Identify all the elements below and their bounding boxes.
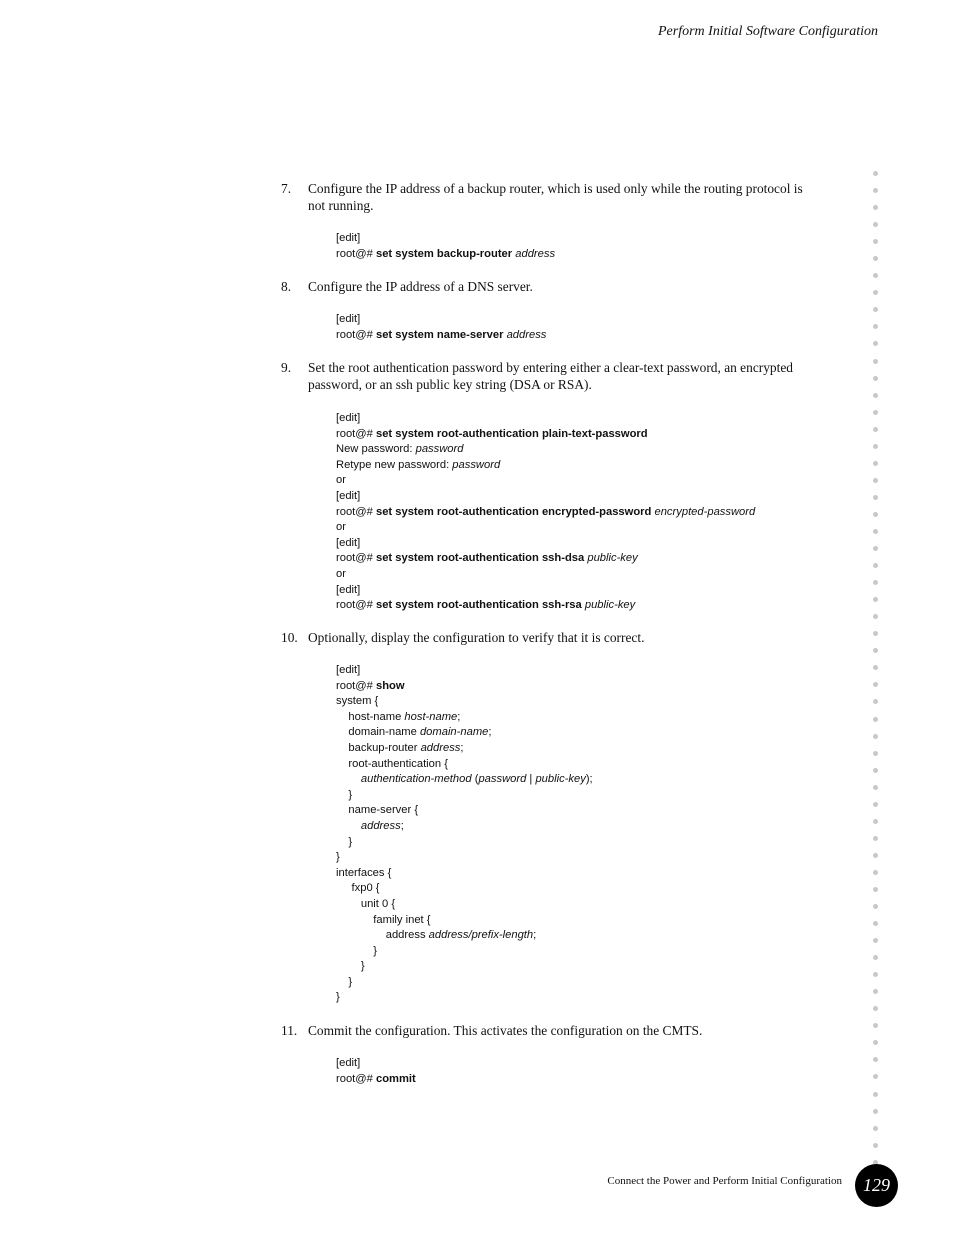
code-line [336, 427, 755, 443]
code-text: [edit] [336, 489, 361, 502]
step-number: 9. [281, 360, 292, 375]
step-7 [281, 180, 811, 214]
code-text: [edit] [336, 664, 361, 676]
code-text: } [336, 944, 378, 957]
code-text: host-name [336, 710, 405, 723]
code-line [336, 694, 593, 710]
margin-dot [873, 768, 878, 773]
margin-dot [873, 819, 878, 824]
code-text: } [336, 960, 365, 973]
step-text: Commit the configuration. This activates the configuration on the CMTS. [308, 1023, 703, 1038]
placeholder-text: address [515, 247, 556, 260]
code-line [336, 551, 755, 567]
code-text [336, 820, 361, 832]
code-line [336, 835, 593, 851]
code-line [336, 897, 593, 913]
placeholder-text: address [360, 819, 401, 832]
margin-dot [873, 1074, 878, 1079]
placeholder-text: public-key [535, 773, 586, 786]
code-line [336, 247, 555, 263]
margin-dot [873, 734, 878, 739]
code-line [336, 598, 755, 614]
margin-dot [873, 1006, 878, 1011]
code-line [336, 866, 593, 882]
step-8 [281, 278, 811, 295]
placeholder-text: password [452, 458, 501, 471]
placeholder-text: password [478, 773, 527, 786]
margin-dot [873, 461, 878, 466]
placeholder-text: authentication-method [360, 773, 472, 786]
margin-dot [873, 393, 878, 398]
code-text: [edit] [336, 313, 361, 325]
code-text: fxp0 { [336, 882, 380, 895]
code-line [336, 583, 755, 599]
margin-dot [873, 1023, 878, 1028]
code-line [336, 505, 755, 521]
code-block [336, 1056, 416, 1087]
margin-dot [873, 717, 878, 722]
code-text: } [336, 788, 353, 801]
placeholder-text: public-key [587, 552, 638, 565]
code-text: or [336, 474, 346, 487]
code-line [336, 489, 755, 505]
code-text: ; [488, 726, 492, 739]
margin-dot [873, 904, 878, 909]
code-line [336, 944, 593, 960]
running-header: Perform Initial Software Configuration [658, 24, 878, 39]
code-line [336, 913, 593, 929]
code-block [336, 663, 593, 1006]
code-line [336, 975, 593, 991]
code-line [336, 850, 593, 866]
command-text: set system root-authentication plain-text-password [375, 427, 648, 440]
code-block [336, 411, 755, 614]
placeholder-text: host-name [404, 710, 458, 723]
margin-dot [873, 205, 878, 210]
code-block [336, 231, 555, 262]
code-text: } [336, 975, 353, 988]
footer-chapter-title: Connect the Power and Perform Initial Configuration [607, 1175, 842, 1187]
step-number: 10. [281, 630, 298, 645]
code-line [336, 928, 593, 944]
margin-dot [873, 341, 878, 346]
code-line [336, 710, 593, 726]
margin-dot [873, 802, 878, 807]
margin-dot [873, 188, 878, 193]
code-text: ( [471, 773, 479, 786]
code-line [336, 741, 593, 757]
code-text: ; [400, 819, 404, 832]
code-line [336, 757, 593, 773]
code-text: | [526, 773, 536, 786]
code-line [336, 1072, 416, 1088]
code-text: root@# [336, 679, 376, 692]
code-line [336, 819, 593, 835]
code-text: } [336, 835, 353, 848]
margin-dot [873, 359, 878, 364]
code-text: [edit] [336, 1057, 361, 1069]
margin-dot [873, 256, 878, 261]
command-text: set system root-authentication ssh-dsa [375, 552, 585, 565]
margin-dot [873, 972, 878, 977]
step-text: Set the root authentication password by entering either a clear-text password, an encrypted password, or an ssh public key string (DSA or RSA). [308, 360, 793, 392]
margin-dot [873, 239, 878, 244]
code-line [336, 328, 546, 344]
step-number: 8. [281, 279, 292, 294]
code-line [336, 567, 755, 583]
code-line [336, 473, 755, 489]
command-text: set system name-server [375, 328, 504, 341]
code-line [336, 959, 593, 975]
code-line [336, 803, 593, 819]
code-text: root@# [336, 247, 376, 260]
code-text: or [336, 521, 346, 534]
step-9 [281, 359, 811, 393]
code-text: Retype new password: [336, 458, 453, 471]
code-line [336, 312, 546, 328]
code-text: root@# [336, 328, 376, 341]
margin-dot [873, 631, 878, 636]
code-line [336, 231, 555, 247]
code-line [336, 881, 593, 897]
margin-dot [873, 273, 878, 278]
margin-dot [873, 614, 878, 619]
margin-dot [873, 785, 878, 790]
margin-dot [873, 665, 878, 670]
code-line [336, 536, 755, 552]
code-line [336, 442, 755, 458]
code-block [336, 312, 546, 343]
code-text: root@# [336, 505, 376, 518]
command-text: commit [375, 1072, 416, 1085]
code-text: root@# [336, 599, 376, 612]
step-text: Optionally, display the configuration to verify that it is correct. [308, 630, 645, 645]
code-text: [edit] [336, 412, 361, 424]
code-text: interfaces { [336, 866, 392, 879]
margin-dot [873, 597, 878, 602]
margin-dot [873, 580, 878, 585]
code-text: [edit] [336, 536, 361, 549]
code-line [336, 520, 755, 536]
command-text: show [375, 679, 405, 692]
code-text: } [336, 851, 340, 864]
code-line [336, 679, 593, 695]
code-text: ; [533, 929, 537, 942]
margin-dot [873, 648, 878, 653]
code-text: backup-router [336, 741, 421, 754]
margin-dot [873, 853, 878, 858]
margin-dot [873, 410, 878, 415]
margin-dot [873, 1109, 878, 1114]
code-text: root@# [336, 1072, 376, 1085]
step-10 [281, 629, 811, 646]
margin-dot [873, 529, 878, 534]
margin-dot [873, 290, 878, 295]
code-text: or [336, 567, 346, 580]
command-text: set system root-authentication ssh-rsa [375, 599, 582, 612]
margin-dot [873, 427, 878, 432]
step-number: 11. [281, 1023, 298, 1038]
margin-dot [873, 171, 878, 176]
margin-dot [873, 307, 878, 312]
code-line [336, 725, 593, 741]
margin-dot-rule [873, 171, 879, 1177]
margin-dot [873, 938, 878, 943]
margin-dot [873, 478, 878, 483]
placeholder-text: address [420, 741, 461, 754]
step-text: Configure the IP address of a backup router, which is used only while the routing protocol is not running. [308, 181, 803, 213]
margin-dot [873, 444, 878, 449]
margin-dot [873, 989, 878, 994]
code-text: [edit] [336, 583, 361, 596]
command-text: set system root-authentication encrypted-password [375, 505, 652, 518]
code-text: ; [457, 710, 461, 723]
code-text: address [336, 929, 429, 942]
margin-dot [873, 887, 878, 892]
margin-dot [873, 1040, 878, 1045]
placeholder-text: domain-name [419, 726, 489, 739]
margin-dot [873, 870, 878, 875]
code-line [336, 663, 593, 679]
placeholder-text: password [415, 443, 464, 456]
placeholder-text: public-key [584, 599, 636, 612]
code-text: family inet { [336, 913, 431, 926]
code-text: ); [585, 773, 593, 786]
margin-dot [873, 682, 878, 687]
margin-dot [873, 563, 878, 568]
margin-dot [873, 921, 878, 926]
step-number: 7. [281, 181, 292, 196]
step-text: Configure the IP address of a DNS server. [308, 279, 533, 294]
margin-dot [873, 1143, 878, 1148]
code-line [336, 788, 593, 804]
placeholder-text: address [506, 328, 547, 341]
code-line [336, 458, 755, 474]
margin-dot [873, 376, 878, 381]
code-text: } [336, 991, 340, 1004]
margin-dot [873, 222, 878, 227]
step-11 [281, 1022, 811, 1039]
margin-dot [873, 751, 878, 756]
code-text [336, 773, 361, 785]
code-text: ; [460, 741, 464, 754]
command-text: set system backup-router [375, 247, 513, 260]
code-line [336, 411, 755, 427]
code-text: system { [336, 695, 379, 708]
code-text: domain-name [336, 726, 420, 739]
code-text: [edit] [336, 232, 361, 244]
margin-dot [873, 1092, 878, 1097]
code-line [336, 772, 593, 788]
margin-dot [873, 836, 878, 841]
margin-dot [873, 324, 878, 329]
placeholder-text: encrypted-password [654, 505, 756, 518]
margin-dot [873, 546, 878, 551]
code-line [336, 1056, 416, 1072]
code-text: unit 0 { [336, 897, 396, 910]
margin-dot [873, 1057, 878, 1062]
code-text: root-authentication { [336, 757, 448, 770]
margin-dot [873, 495, 878, 500]
margin-dot [873, 512, 878, 517]
placeholder-text: address/prefix-length [428, 929, 534, 942]
code-text: name-server { [336, 804, 419, 817]
code-text: root@# [336, 427, 376, 440]
code-text: New password: [336, 443, 416, 456]
margin-dot [873, 1126, 878, 1131]
code-line [336, 990, 593, 1006]
page-number-badge: 129 [855, 1164, 898, 1207]
code-text: root@# [336, 552, 376, 565]
margin-dot [873, 955, 878, 960]
margin-dot [873, 699, 878, 704]
